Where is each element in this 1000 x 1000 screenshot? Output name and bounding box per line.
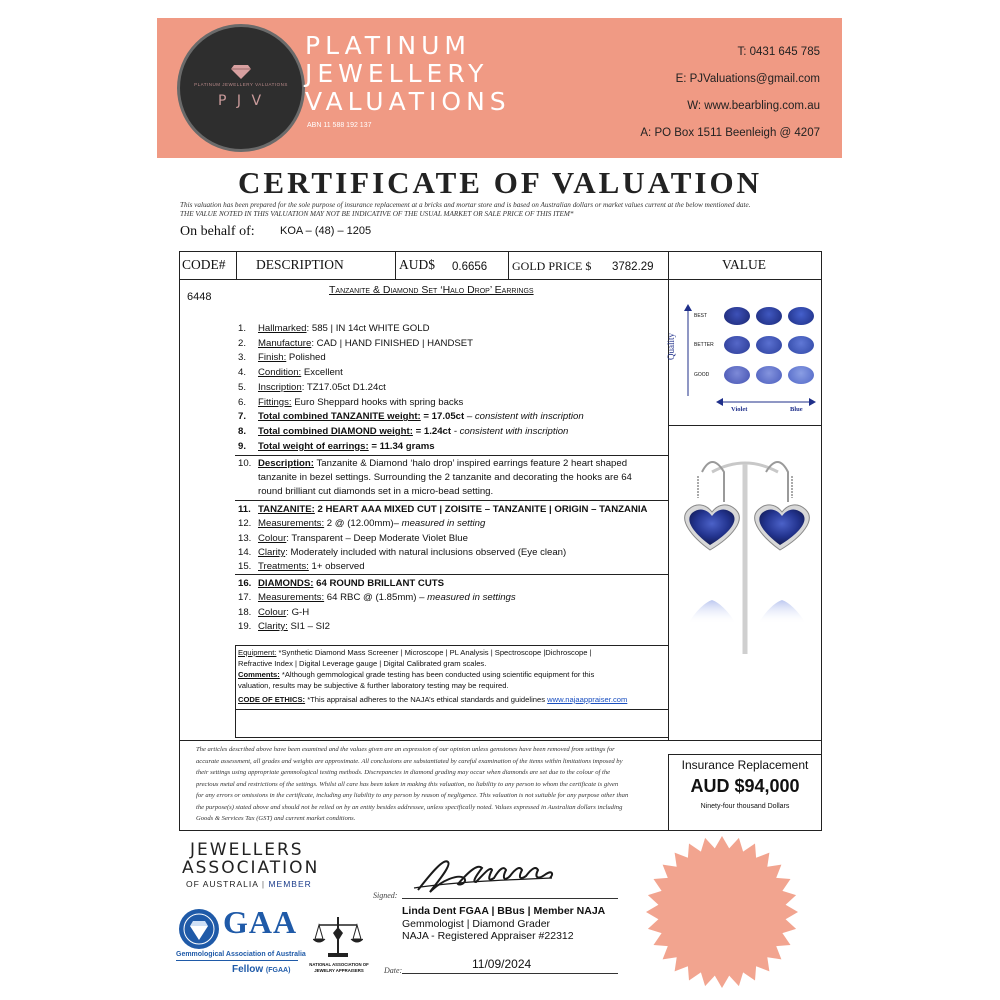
header-code: CODE#	[182, 257, 226, 272]
signature-image	[412, 852, 562, 896]
spec-value: : TZ17.05ct D1.24ct	[301, 381, 386, 393]
gem-good-2	[756, 366, 782, 384]
intro-line-1: This valuation has been prepared for the sole purpose of insurance replacement at a bricks and mortar store and is based on Australian dollars or market values current at the below mentioned date.	[180, 201, 751, 209]
item-title: Tanzanite & Diamond Set ‘Halo Drop’ Earrings	[329, 284, 534, 296]
spec-label: Colour	[258, 532, 287, 544]
spec-line	[258, 337, 473, 351]
pjv-logo	[177, 24, 305, 152]
jaa-of-australia: OF AUSTRALIA	[186, 879, 259, 889]
insurance-amount: AUD $94,000	[690, 776, 800, 796]
spec-note: – measured in settings	[416, 592, 516, 604]
spec-label: Inscription	[258, 381, 302, 393]
spec-line	[258, 606, 309, 620]
spec-note: - consistent with inscription	[451, 425, 569, 437]
desc-text-1: Tanzanite & Diamond ‘halo drop’ inspired earrings feature 2 heart shaped	[313, 458, 628, 469]
desc-line-2: tanzanite in bezel settings. Surrounding the 2 tanzanite and decorating the hooks are 64	[258, 472, 632, 483]
spec-label: Clarity:	[258, 620, 288, 632]
signer-name: Linda Dent FGAA | BBus | Member NAJA	[402, 905, 606, 917]
spec-value: 1+ observed	[308, 561, 365, 573]
brand-name-line2: JEWELLERY	[305, 59, 489, 88]
signature-line	[402, 898, 618, 899]
grade-better: BETTER	[694, 342, 714, 348]
violet-blue-arrow-icon	[716, 393, 816, 401]
spec-number: 5.	[238, 381, 247, 393]
desc-line-3: round brilliant cut diamonds set in a micro-bead setting.	[258, 486, 494, 497]
header-aud-label: AUD$	[399, 257, 435, 272]
spec-line	[258, 503, 647, 517]
earrings-photo	[672, 432, 818, 654]
disclaimer-line: the purpose(s) stated above and should not be relied on by an entity besides addressee, unless specifically noted. Values expressed in Australian dollars including	[196, 803, 623, 811]
insurance-words: Ninety-four thousand Dollars	[700, 803, 790, 810]
spec-value: 2 HEART AAA MIXED CUT | ZOISITE – TANZANITE | ORIGIN – TANZANIA	[314, 504, 648, 515]
desc-line-1	[258, 457, 627, 471]
spec-number: 2.	[238, 337, 247, 349]
spec-line	[258, 396, 463, 410]
gaa-fellow-abbr: (FGAA)	[265, 967, 291, 974]
spec-line	[258, 322, 430, 336]
gem-good-3	[788, 366, 814, 384]
jaa-line1: JEWELLERS	[190, 840, 304, 860]
spec-value: : Transparent – Deep Moderate Violet Blue	[286, 532, 468, 544]
spec-label: Colour	[258, 606, 287, 618]
gaa-fellow-label: Fellow	[232, 964, 264, 975]
spec-label: Total combined TANZANITE weight:	[258, 411, 421, 423]
spec-note: – consistent with inscription	[464, 411, 584, 423]
contact-phone: T: 0431 645 785	[737, 46, 820, 58]
intro-line-2: THE VALUE NOTED IN THIS VALUATION MAY NOT BE INDICATIVE OF THE USUAL MARKET OR SALE PRICE OF THIS ITEM*	[180, 210, 574, 218]
header-gold-label: GOLD PRICE $	[512, 259, 592, 273]
comments-line-2: valuation, results may be subjective & further laboratory testing may be required.	[238, 681, 509, 690]
gem-better-2	[756, 336, 782, 354]
spec-value: = 1.24ct	[412, 425, 452, 437]
spec-value: Excellent	[301, 367, 343, 379]
spec-label: TANZANITE:	[258, 504, 315, 515]
spec-number: 14.	[238, 546, 252, 558]
gem-good-1	[724, 366, 750, 384]
spec-number: 19.	[238, 620, 252, 632]
grade-best: BEST	[694, 313, 708, 319]
spec-value: : 585 | IN 14ct WHITE GOLD	[306, 323, 430, 334]
disclaimer-line: precious metal and restrictions of the settings. Whilst all care has been taken in making this valuation, no liability to any person to whom the certificate is given	[196, 780, 619, 788]
header-gold-value: 3782.29	[612, 261, 654, 273]
logo-ring-text: PLATINUM JEWELLERY VALUATIONS	[194, 82, 288, 87]
comments-text-1: *Although gemmological grade testing has been conducted using scientific equipment for this	[279, 670, 595, 679]
signed-label: Signed:	[373, 891, 398, 900]
brand-name-line1: PLATINUM	[305, 31, 471, 60]
spec-line	[258, 546, 566, 560]
quality-axis-label: Quality	[666, 333, 676, 360]
insurance-label: Insurance Replacement	[681, 758, 809, 772]
spec-number: 4.	[238, 367, 247, 379]
ethics-label: CODE OF ETHICS:	[238, 695, 306, 704]
spec-number: 11.	[238, 504, 251, 515]
disclaimer-line: The articles described above have been examined and the values given are an expression of our opinion unless gemstones have been removed from settings for	[196, 746, 615, 753]
spec-value: = 17.05ct	[420, 411, 465, 423]
gem-best-3	[788, 307, 814, 325]
logo-initials: P J V	[217, 93, 265, 109]
header-aud-value: 0.6656	[452, 261, 488, 273]
spec-label: Condition:	[258, 367, 302, 379]
spec-value: = 11.34 grams	[368, 440, 435, 452]
gem-better-3	[788, 336, 814, 354]
abn: ABN 11 588 192 137	[307, 122, 372, 129]
spec-line	[258, 351, 326, 365]
violet-label: Violet	[731, 406, 748, 413]
quality-arrow-icon	[684, 304, 692, 396]
gaa-fellow	[232, 964, 290, 975]
spec-number: 1.	[238, 323, 247, 334]
header-value: VALUE	[722, 257, 767, 272]
disclaimer-line: accurate assessment, all grades and weights are approximate. All conclusions are substantiated by careful examination of the items within limitations imposed by	[196, 757, 623, 765]
naja-name: NATIONAL ASSOCIATION OF JEWELRY APPRAISERS	[309, 962, 369, 973]
desc-number: 10.	[238, 458, 252, 469]
desc-label: Description:	[258, 458, 314, 469]
spec-value: 64 ROUND BRILLANT CUTS	[313, 578, 445, 589]
spec-label: Hallmarked	[258, 323, 307, 334]
spec-number: 6.	[238, 396, 247, 408]
spec-number: 18.	[238, 606, 252, 618]
jaa-line3: OF AUSTRALIA | MEMBER	[186, 879, 312, 889]
equipment-line-2: Refractive Index | Digital Leverage gauge | Digital Calibrated gram scales.	[238, 659, 487, 668]
spec-number: 12.	[238, 518, 252, 530]
spec-value: Euro Sheppard hooks with spring backs	[291, 396, 464, 408]
certificate-title: CERTIFICATE OF VALUATION	[238, 165, 762, 200]
grade-good: GOOD	[694, 372, 710, 378]
spec-value: : CAD | HAND FINISHED | HANDSET	[311, 337, 474, 349]
equipment-label: Equipment:	[238, 648, 277, 657]
date-value: 11/09/2024	[472, 957, 532, 971]
naja-link[interactable]: www.najaappraiser.com	[547, 695, 628, 704]
spec-value: : G-H	[286, 606, 310, 618]
spec-line	[258, 425, 568, 439]
spec-label: DIAMONDS:	[258, 578, 314, 589]
spec-label: Clarity	[258, 546, 286, 558]
equipment-text-1: *Synthetic Diamond Mass Screener | Microscope | PL Analysis | Spectroscope |Dichroscope |	[276, 648, 592, 657]
spec-value: 64 RBC @ (1.85mm)	[324, 592, 417, 604]
spec-line	[258, 440, 435, 454]
spec-label: Total combined DIAMOND weight:	[258, 425, 413, 437]
comments-line-1	[238, 670, 594, 680]
disclaimer-line: for any errors or omissions in the certificate, including any liability to any person by reason of negligence. This valuation is not suitable for any purpose other than	[196, 792, 629, 799]
date-label: Date:	[384, 966, 403, 975]
spec-note: – measured in setting	[393, 518, 486, 530]
spec-line	[258, 577, 444, 591]
spec-line	[258, 591, 516, 605]
disclaimer-line: their settings using appropriate gemmological testing methods. Discrepancies in diamond grading may occur when diamonds are set due to the colour of the	[196, 769, 611, 776]
spec-value: : Moderately included with natural inclusions observed (Eye clean)	[285, 546, 567, 558]
spec-label: Total weight of earrings:	[258, 440, 369, 452]
signer-role-2: NAJA - Registered Appraiser #22312	[402, 930, 574, 942]
spec-label: Finish:	[258, 352, 287, 364]
gaa-abbr: GAA	[223, 904, 298, 940]
gaa-emblem-icon	[178, 908, 220, 950]
contact-address: A: PO Box 1511 Beenleigh @ 4207	[640, 127, 820, 139]
contact-email: E: PJValuations@gmail.com	[675, 73, 820, 85]
header-description: DESCRIPTION	[256, 257, 344, 272]
signer-role-1: Gemmologist | Diamond Grader	[402, 918, 551, 930]
blue-label: Blue	[790, 406, 803, 413]
spec-label: Treatments:	[258, 561, 309, 573]
equipment-line-1	[238, 648, 592, 658]
seal-starburst	[646, 836, 798, 988]
gaa-divider	[176, 960, 298, 961]
spec-line	[258, 532, 468, 546]
spec-number: 13.	[238, 532, 252, 544]
gem-better-1	[724, 336, 750, 354]
spec-line	[258, 560, 365, 574]
on-behalf-value: KOA – (48) – 1205	[280, 225, 372, 237]
gem-best-2	[756, 307, 782, 325]
spec-label: Fittings:	[258, 396, 292, 408]
spec-number: 3.	[238, 352, 247, 364]
letterhead-banner	[157, 18, 842, 158]
disclaimer-line: Goods & Services Tax (GST) and current market conditions.	[196, 815, 356, 822]
comments-label: Comments:	[238, 670, 280, 679]
spec-number: 15.	[238, 561, 252, 573]
seal-sticker	[644, 834, 800, 990]
date-line	[402, 973, 618, 974]
jaa-member: MEMBER	[268, 879, 312, 889]
logo-diamond-icon	[231, 65, 251, 79]
contact-website: W: www.bearbling.com.au	[687, 100, 820, 112]
spec-number: 7.	[238, 411, 247, 423]
spec-line	[258, 517, 485, 531]
ethics-text: *This appraisal adheres to the NAJA’s ethical standards and guidelines	[305, 695, 548, 704]
spec-number: 16.	[238, 578, 252, 589]
spec-label: Measurements:	[258, 592, 325, 604]
spec-number: 17.	[238, 592, 252, 604]
spec-line	[258, 620, 330, 634]
gaa-name: Gemmological Association of Australia	[176, 951, 306, 958]
ethics-line	[238, 695, 627, 705]
spec-value: SI1 – SI2	[287, 620, 330, 632]
spec-line	[258, 381, 386, 395]
spec-label: Measurements:	[258, 518, 325, 530]
spec-number: 9.	[238, 440, 247, 452]
spec-value: 2 @ (12.00mm)	[324, 518, 394, 530]
on-behalf-label: On behalf of:	[180, 224, 255, 239]
naja-scales-icon	[313, 915, 363, 959]
spec-value: Polished	[286, 352, 326, 364]
spec-label: Manufacture	[258, 337, 312, 349]
gem-best-1	[724, 307, 750, 325]
item-code: 6448	[187, 291, 212, 303]
brand-name-line3: VALUATIONS	[305, 87, 511, 116]
spec-line	[258, 410, 584, 424]
jaa-line2: ASSOCIATION	[182, 858, 320, 878]
spec-number: 8.	[238, 425, 247, 437]
spec-line	[258, 366, 343, 380]
